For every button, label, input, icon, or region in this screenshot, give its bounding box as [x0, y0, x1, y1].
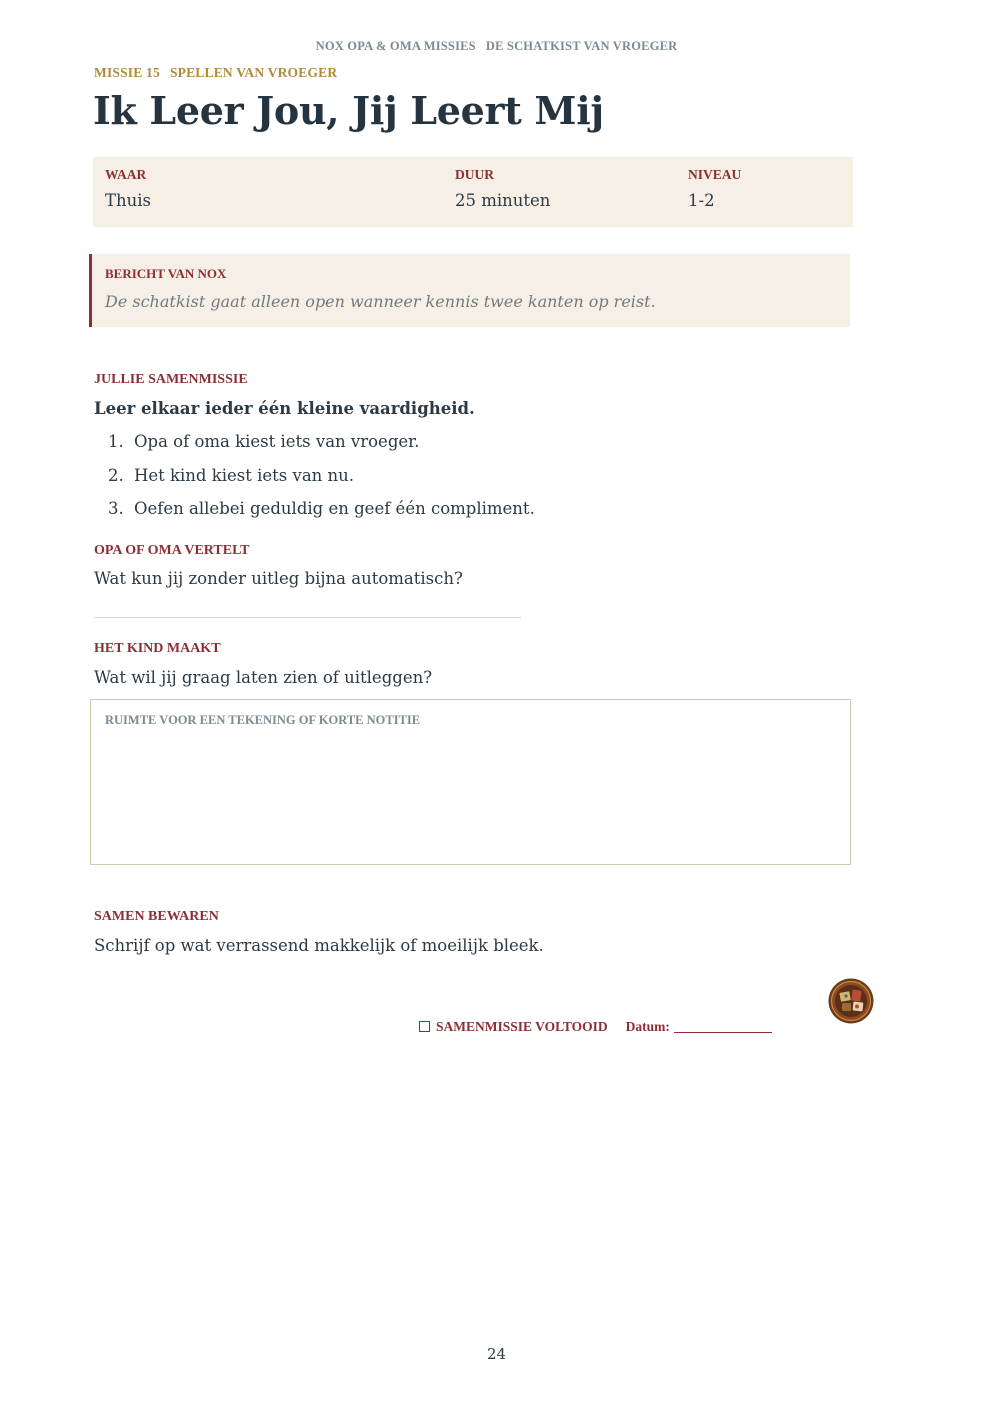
list-item: [108, 499, 535, 533]
page-title: Ik Leer Jou, Jij Leert Mij: [93, 88, 604, 133]
date-label: Datum:: [625, 1019, 670, 1034]
grandparent-label: OPA OF OMA VERTELT: [94, 543, 250, 558]
series-title: NOX OPA & OMA MISSIES: [315, 39, 476, 53]
joint-mission-label: JULLIE SAMENMISSIE: [94, 372, 248, 387]
step-text: Oefen allebei geduldig en geef één compliment.: [134, 499, 535, 518]
list-item: [108, 432, 535, 466]
step-text: Opa of oma kiest iets van vroeger.: [134, 432, 420, 451]
drawing-area-label: RUIMTE VOOR EEN TEKENING OF KORTE NOTITIE: [105, 713, 421, 727]
where-field: [105, 167, 151, 210]
joint-mission-goal: Leer elkaar ieder één kleine vaardigheid.: [94, 399, 475, 418]
running-head: [0, 39, 993, 54]
list-item: [108, 466, 535, 500]
grandparent-question: Wat kun jij zonder uitleg bijna automatisch?: [94, 569, 463, 588]
step-text: Het kind kiest iets van nu.: [134, 465, 355, 485]
duration-field: [455, 167, 550, 210]
step-number: 1.: [108, 432, 124, 451]
date-write-line[interactable]: [674, 1032, 772, 1033]
treasure-badge-icon: [828, 978, 874, 1024]
answer-write-line[interactable]: [94, 617, 521, 618]
level-field: [688, 167, 741, 210]
keep-together-label: SAMEN BEWAREN: [94, 909, 219, 924]
mission-info-panel: [93, 157, 853, 227]
duration-label: DUUR: [455, 167, 494, 182]
drawing-note-area[interactable]: [90, 699, 851, 865]
keep-together-text: Schrijf op wat verrassend makkelijk of moeilijk bleek.: [94, 936, 544, 955]
page-number: 24: [486, 1345, 507, 1363]
mission-theme: SPELLEN VAN VROEGER: [169, 65, 338, 80]
book-title: DE SCHATKIST VAN VROEGER: [485, 39, 678, 53]
step-number: 2.: [108, 465, 124, 485]
mission-kicker: [94, 65, 337, 81]
mission-steps-list: [108, 432, 535, 533]
where-label: WAAR: [105, 167, 147, 182]
message-text: De schatkist gaat alleen open wanneer kennis twee kanten op reist.: [105, 292, 656, 311]
duration-value: 25 minuten: [455, 191, 551, 210]
message-label: BERICHT VAN NOX: [105, 266, 227, 281]
level-label: NIVEAU: [688, 167, 742, 182]
mission-number: MISSIE 15: [94, 65, 160, 80]
child-question: Wat wil jij graag laten zien of uitleggen?: [94, 668, 433, 687]
child-label: HET KIND MAAKT: [94, 641, 221, 656]
completion-row: [419, 1019, 772, 1035]
completion-checkbox[interactable]: [419, 1021, 430, 1032]
nox-message-callout: [89, 254, 850, 327]
where-value: Thuis: [105, 191, 152, 210]
level-value: 1-2: [688, 191, 715, 210]
completion-label: SAMENMISSIE VOLTOOID: [436, 1019, 608, 1034]
step-number: 3.: [108, 499, 124, 518]
